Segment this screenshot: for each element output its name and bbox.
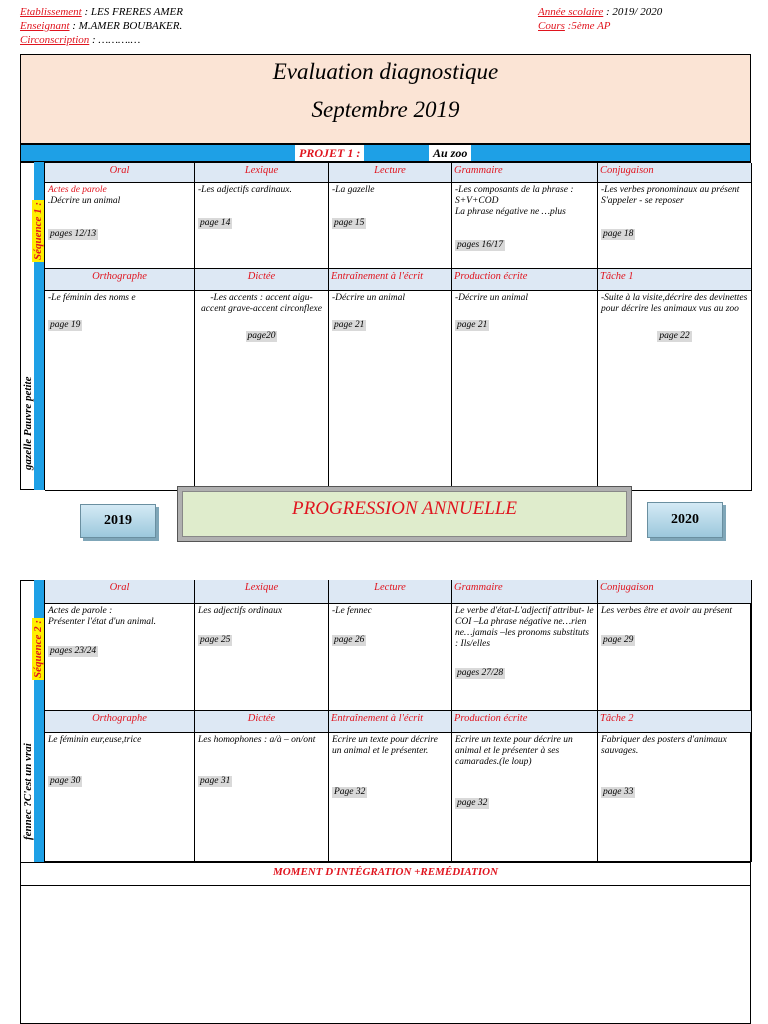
seq2-grid-cell-0-2	[329, 604, 452, 711]
cell-text: Les homophones : a/à – on/ont	[198, 735, 316, 745]
etablissement-label: Etablissement	[20, 6, 82, 18]
page-ref: page 25	[200, 635, 231, 645]
progression-frame	[177, 486, 632, 542]
circonscription-line	[20, 34, 140, 47]
progression-title: PROGRESSION ANNUELLE	[291, 498, 517, 519]
cell-text: Actes de parole :	[48, 606, 113, 616]
page-ref: page 21	[457, 320, 488, 330]
page-ref: page 14	[200, 218, 231, 228]
seq2-grid-header-1-1: Dictée	[195, 711, 329, 733]
seq1-grid-cell-1-1	[195, 291, 329, 491]
page-ref: page 30	[50, 776, 81, 786]
cell-text: -La gazelle	[332, 185, 375, 195]
seq2-grid-cell-0-0	[45, 604, 195, 711]
evaluation-box	[20, 54, 751, 144]
page-ref: page 21	[334, 320, 365, 330]
evaluation-subtitle: Septembre 2019	[311, 97, 460, 122]
seq2-grid-cell-1-2	[329, 733, 452, 862]
seq2-grid-cell-0-1	[195, 604, 329, 711]
seq2-grid-header-0-1: Lexique	[195, 580, 329, 604]
cell-text: .Décrire un animal	[48, 196, 121, 206]
seq2-label: Séquence 2 :	[32, 619, 44, 678]
projet-bar	[20, 144, 751, 162]
seq2-grid-header-0-4: Conjugaison	[598, 580, 752, 604]
seq1-grid-header-0-0: Oral	[45, 163, 195, 183]
year-right-box	[647, 502, 723, 538]
circonscription-value: : ……….…	[92, 34, 141, 46]
cell-text: Actes de parole	[48, 185, 107, 195]
seq2-grid-header-0-0: Oral	[45, 580, 195, 604]
page-ref: Page 32	[334, 787, 366, 797]
enseignant-label: Enseignant	[20, 20, 70, 32]
page-ref: page20	[247, 331, 276, 341]
cell-text: -Les adjectifs cardinaux.	[198, 185, 292, 195]
cell-text: ne…jamais –les pronoms substituts : Ils/elles	[455, 628, 589, 649]
seq2-grid-cell-1-1	[195, 733, 329, 862]
circonscription-label: Circonscription	[20, 34, 90, 46]
cours-label: Cours	[538, 20, 565, 32]
year-left-box	[80, 504, 156, 538]
cell-text: Fabriquer des posters d'animaux sauvages.	[601, 735, 727, 756]
seq1-grid-header-0-3: Grammaire	[452, 163, 598, 183]
seq1-grid-header-0-4: Conjugaison	[598, 163, 752, 183]
seq1-grid-cell-1-3	[452, 291, 598, 491]
page-ref: page 33	[603, 787, 634, 797]
seq2-side-title: fennec ?C'est un vrai	[22, 743, 34, 840]
projet-name: Au zoo	[429, 145, 471, 161]
seq1-grid-cell-1-0	[45, 291, 195, 491]
year-right: 2020	[671, 512, 699, 527]
seq2-grid-header-1-0: Orthographe	[45, 711, 195, 733]
seq1-grid-cell-0-3	[452, 183, 598, 269]
cell-text: -Suite à la visite,décrire des devinettes pour décrire les animaux vus au zoo	[601, 293, 748, 314]
annee-value: : 2019/ 2020	[606, 6, 663, 18]
cell-text: -Décrire un animal	[332, 293, 405, 303]
seq2-grid-cell-1-4	[598, 733, 752, 862]
page-ref: page 22	[659, 331, 690, 341]
cell-text: -Les accents : accent aigu- accent grave-accent circonflexe	[201, 293, 322, 314]
seq2-grid-header-1-3: Production écrite	[452, 711, 598, 733]
cell-text: S'appeler - se reposer	[601, 196, 684, 206]
cours-value: :5ème AP	[567, 20, 611, 32]
progression-inner	[182, 491, 627, 537]
cell-text: Ecrire un texte pour décrire un animal et le présenter.	[332, 735, 438, 756]
cell-text: -Les verbes pronominaux au présent	[601, 185, 740, 195]
cell-text: -Les composants de la phrase : S+V+COD	[455, 185, 574, 206]
cell-text: Les verbes être et avoir au présent	[601, 606, 733, 616]
annee-line	[538, 6, 662, 19]
cell-text: Le verbe d'état-L'adjectif attribut- le COI –La phrase négative ne…rien	[455, 606, 594, 627]
evaluation-title: Evaluation diagnostique	[272, 59, 499, 84]
seq1-grid-cell-1-2	[329, 291, 452, 491]
cours-line	[538, 20, 611, 33]
cell-text: Les adjectifs ordinaux	[198, 606, 283, 616]
page-ref: pages 27/28	[457, 668, 504, 678]
annee-label: Année scolaire	[538, 6, 604, 18]
page-ref: pages 12/13	[50, 229, 97, 239]
seq2-grid	[44, 580, 751, 862]
seq1-label: Séquence 1 :	[32, 201, 44, 260]
seq2-grid-header-0-3: Grammaire	[452, 580, 598, 604]
seq1-grid-cell-0-4	[598, 183, 752, 269]
seq2-grid-cell-0-4	[598, 604, 752, 711]
cell-text: -Le féminin des noms e	[48, 293, 136, 303]
seq1-grid-header-1-3: Production écrite	[452, 269, 598, 291]
moment-title: MOMENT D'INTÉGRATION +REMÉDIATION	[272, 866, 499, 878]
enseignant-line	[20, 20, 182, 33]
seq1-grid-header-1-4: Tâche 1	[598, 269, 752, 291]
seq2-grid-header-0-2: Lecture	[329, 580, 452, 604]
page-ref: page 29	[603, 635, 634, 645]
seq1-grid-cell-0-2	[329, 183, 452, 269]
cell-text: Le féminin eur,euse,trice	[48, 735, 142, 745]
page-ref: page 31	[200, 776, 231, 786]
enseignant-value: : M.AMER BOUBAKER.	[72, 20, 183, 32]
seq2-grid-header-1-4: Tâche 2	[598, 711, 752, 733]
year-left: 2019	[104, 513, 132, 528]
etablissement-line	[20, 6, 183, 19]
seq2-grid-cell-0-3	[452, 604, 598, 711]
seq1-side-title: gazelle Pauvre petite	[22, 376, 34, 470]
seq1-grid	[44, 162, 751, 490]
page-ref: page 19	[50, 320, 81, 330]
cell-text: Ecrire un texte pour décrire un animal et le présenter à ses camarades.(le loup)	[455, 735, 573, 767]
etablissement-value: : LES FRERES AMER	[84, 6, 183, 18]
cell-text: La phrase négative ne …plus	[455, 207, 566, 217]
seq2-grid-cell-1-0	[45, 733, 195, 862]
seq1-grid-header-0-2: Lecture	[329, 163, 452, 183]
page-ref: page 15	[334, 218, 365, 228]
page-ref: pages 23/24	[50, 646, 97, 656]
projet-label: PROJET 1 :	[295, 145, 364, 161]
seq2-grid-header-1-2: Entraînement à l'écrit	[329, 711, 452, 733]
seq1-grid-header-1-0: Orthographe	[45, 269, 195, 291]
page-ref: pages 16/17	[457, 240, 504, 250]
seq1-grid-header-1-2: Entraînement à l'écrit	[329, 269, 452, 291]
cell-text: Présenter l'état d'un animal.	[48, 617, 157, 627]
seq1-grid-header-1-1: Dictée	[195, 269, 329, 291]
seq1-grid-cell-1-4	[598, 291, 752, 491]
seq2-grid-cell-1-3	[452, 733, 598, 862]
page-ref: page 18	[603, 229, 634, 239]
page-ref: page 32	[457, 798, 488, 808]
seq1-grid-cell-0-0	[45, 183, 195, 269]
moment-bar	[20, 862, 751, 886]
page-ref: page 26	[334, 635, 365, 645]
cell-text: -Le fennec	[332, 606, 372, 616]
cell-text: -Décrire un animal	[455, 293, 528, 303]
seq1-grid-header-0-1: Lexique	[195, 163, 329, 183]
seq1-grid-cell-0-1	[195, 183, 329, 269]
